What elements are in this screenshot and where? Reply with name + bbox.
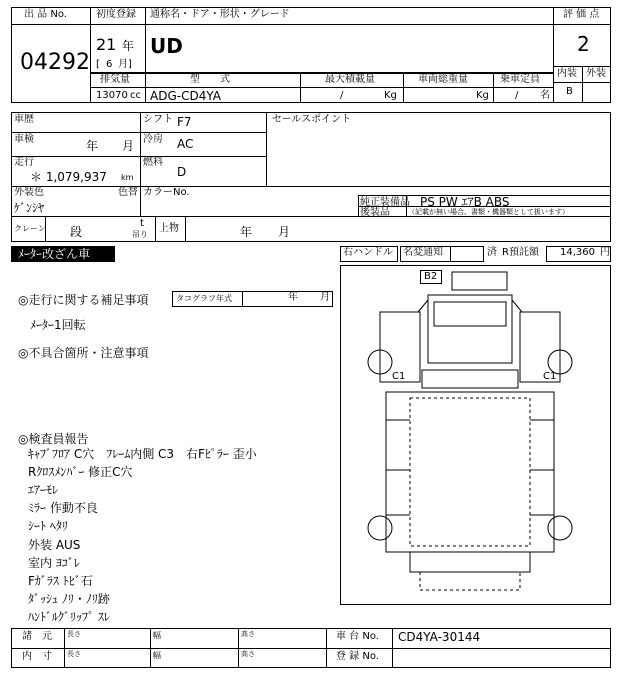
inspector-line: Rｸﾛｽﾒﾝﾊﾞｰ 修正C穴 [28, 465, 133, 479]
capacity-label: 乗車定員 [500, 74, 540, 85]
interior-label: 内装 [557, 68, 577, 79]
inspector-line: 外装 AUS [28, 538, 81, 552]
crane-label: クレーン [14, 224, 46, 233]
inspector-line: ﾐﾗｰ 作動不良 [28, 501, 98, 515]
color-change-label: 色替 [118, 187, 138, 198]
lot-number-label: 出 品 No. [24, 9, 67, 20]
displacement: 13070 [96, 90, 128, 101]
history-label: 車歴 [14, 114, 34, 125]
tachograph-label: タコグラフ年式 [176, 294, 232, 303]
height-label: 高さ [241, 630, 255, 638]
crane-ton-t: t [140, 218, 144, 229]
inspector-line: ｴｱｰﾓﾚ [28, 483, 59, 497]
inspector-line: Fｶﾞﾗｽ ﾄﾋﾞ石 [28, 574, 93, 588]
chassis-label: 車 台 No. [336, 631, 379, 642]
damage-mark-c1-left: C1 [392, 371, 406, 382]
capacity-unit: 名 [540, 90, 550, 101]
fuel-label: 燃料 [143, 157, 163, 168]
mileage-label: 走行 [14, 157, 34, 168]
inspector-label: ◎検査員報告 [18, 432, 89, 446]
cab-front [422, 370, 518, 388]
registration-no-label: 登 録 No. [336, 651, 379, 662]
first-registration-label: 初度登録 [96, 9, 136, 20]
interior-height-label: 高さ [241, 650, 255, 658]
inspector-line: ｼｰﾄ ﾍﾀﾘ [28, 519, 68, 533]
inspector-line: ﾊﾝﾄﾞﾙｸﾞﾘｯﾌﾟ ｽﾚ [28, 610, 110, 624]
rear-panel-box [452, 272, 507, 290]
max-load-separator: / [340, 90, 344, 101]
interior-width-label: 幅 [153, 651, 161, 660]
shift: F7 [177, 115, 192, 129]
interior-length-label: 長さ [67, 650, 81, 658]
model-label: 通称名・ドア・形状・グレード [150, 9, 290, 20]
interior-dims-label: 内 寸 [22, 651, 52, 662]
color-no-label: カラーNo. [143, 187, 190, 198]
driving-notes-label: ◎走行に関する補足事項 [18, 293, 149, 307]
upper-year: 年 [240, 225, 253, 239]
exterior-label: 外装 [586, 68, 606, 79]
model-code-label: 型 式 [190, 74, 230, 85]
shift-label: シフト [143, 114, 173, 125]
aftermarket-label: 後装品 [360, 207, 390, 218]
damage-mark-c1-right: C1 [543, 371, 557, 382]
capacity-separator: / [515, 90, 519, 101]
fuel: D [177, 165, 187, 179]
damage-mark-b2: B2 [424, 271, 438, 282]
mileage: ＊ 1,079,937 [30, 170, 107, 184]
std-equipment: PS PW ｴｱB ABS [420, 195, 510, 209]
right-handle: 右ハンドル [343, 247, 393, 258]
tachograph-year: 年 [288, 292, 298, 303]
deposit-unit: 円 [600, 247, 610, 258]
frame-outline [410, 398, 530, 546]
deposit: 14,360 [560, 247, 595, 258]
inspection-year: 年 [86, 139, 99, 153]
gross-weight-unit: Kg [476, 90, 489, 101]
length-label: 長さ [67, 630, 81, 638]
width-label: 幅 [153, 631, 161, 640]
std-equipment-label: 純正装備品 [360, 197, 410, 208]
chassis-no: CD4YA-30144 [398, 630, 481, 644]
max-load-label: 最大積載量 [325, 74, 375, 85]
model-name: UD [150, 34, 183, 58]
inspection-label: 車検 [14, 134, 34, 145]
ext-color-label: 外装色 [14, 187, 44, 198]
cargo-bed [386, 392, 554, 552]
registration-month-close: 月] [118, 59, 132, 70]
driving-note: ﾒｰﾀｰ1回転 [30, 318, 86, 332]
rear-right-wheel [548, 516, 572, 540]
name-change: 名変通知 [403, 247, 443, 258]
overall-score: 2 [577, 32, 590, 56]
sales-point-label: セールスポイント [272, 114, 352, 125]
upper-month: 月 [278, 225, 291, 239]
registration-month: 6 [106, 59, 113, 70]
upper-label: 上物 [159, 223, 179, 234]
ext-color: ｹﾞﾝｼﾔ [14, 201, 45, 215]
ac: AC [177, 137, 194, 151]
inspection-month: 月 [122, 139, 135, 153]
mileage-unit: km [121, 173, 134, 182]
gross-weight-label: 車両総重量 [418, 74, 468, 85]
meter-tampered-label: ﾒｰﾀｰ改ざん車 [18, 247, 91, 261]
inspector-line: ｷｬﾌﾞﾌﾛｱ C穴 ﾌﾚｰﾑ内側 C3 右Fﾋﾟﾗｰ 歪小 [28, 447, 257, 461]
inspector-line: 室内 ﾖｺﾞﾚ [28, 556, 80, 570]
crane-ton: 吊り [132, 230, 148, 239]
lot-number: 04292 [20, 50, 90, 75]
model-code: ADG-CD4YA [150, 89, 221, 103]
registration-year: 21 [96, 35, 117, 54]
windshield [434, 302, 506, 326]
registration-month-open: [ [96, 59, 100, 70]
registration-year-unit: 年 [122, 39, 135, 53]
max-load-unit: Kg [384, 90, 397, 101]
cab-roof [428, 295, 512, 363]
interior-grade: B [566, 86, 573, 97]
tachograph-month: 月 [320, 292, 330, 303]
damage-mark-b2-box [420, 270, 442, 284]
displacement-label: 排気量 [100, 74, 130, 85]
displacement-unit: cc [130, 90, 141, 101]
deposit-prefix: 済 [487, 247, 497, 258]
score-label: 評 価 点 [563, 9, 600, 20]
ac-label: 冷房 [143, 134, 163, 145]
defects-label: ◎不具合箇所・注意事項 [18, 346, 149, 360]
crane-stage: 段 [70, 225, 83, 239]
rear-end [410, 552, 530, 572]
aftermarket-note: （記載が無い場合、書類・機器類として扱います） [408, 208, 569, 216]
dims-label: 諸 元 [22, 631, 52, 642]
inspector-line: ﾀﾞｯｼｭ ﾉﾘ・ﾉﾘ跡 [28, 592, 110, 606]
deposit-label: R預託額 [502, 247, 539, 258]
rear-left-wheel [368, 516, 392, 540]
